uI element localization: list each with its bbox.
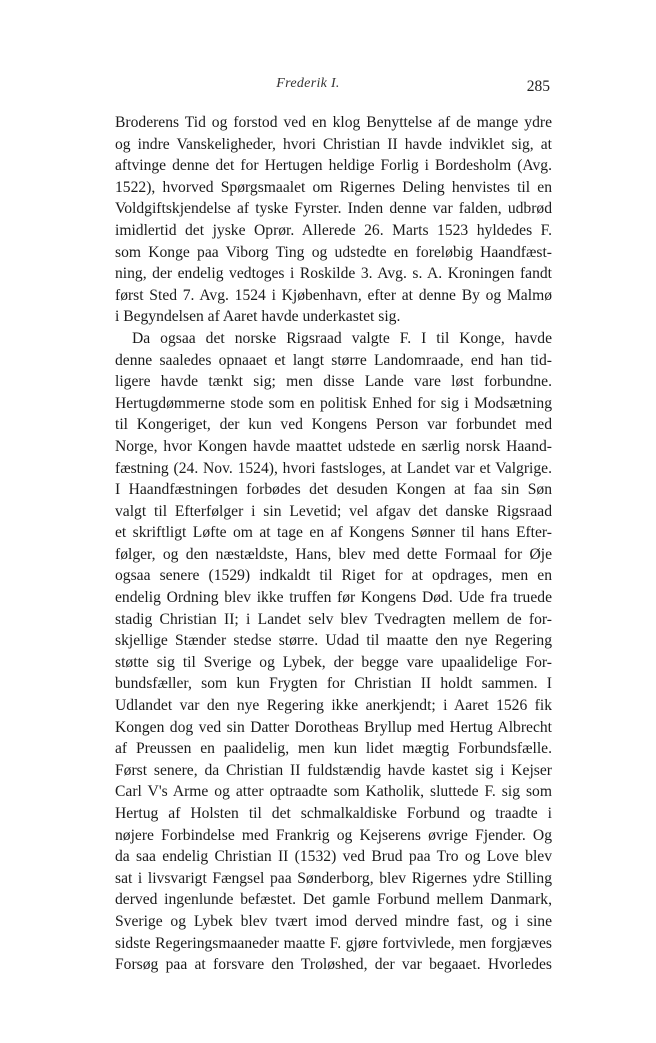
text-line: denne saaledes opnaaet et langt større Landomraade, end han tid-: [115, 351, 552, 369]
text-line: I Haandfæstningen forbødes det desuden Kongen at faa sin Søn: [115, 481, 552, 499]
text-line: Hertugdømmerne stode som en politisk Enhed for sig i Modsætning: [115, 394, 552, 412]
text-line: bundsfæller, som kun Frygten for Christian II holdt sammen. I: [115, 675, 552, 693]
text-line: sidste Regeringsmaaneder maatte F. gjøre fortvivlede, men forgjæves: [115, 934, 552, 952]
text-line: ogsaa senere (1529) indkaldt til Riget for at opdrages, men en: [115, 567, 552, 585]
text-line: Sverige og Lybek blev tvært imod derved mindre fast, og i sine: [115, 912, 552, 930]
text-line: da saa endelig Christian II (1532) ved Brud paa Tro og Love blev: [115, 848, 552, 866]
text-line: af Preussen en paalidelig, men kun lidet mægtig Forbundsfælle.: [115, 740, 552, 758]
running-head: [0, 76, 656, 98]
text-line: stadig Christian II; i Landet selv blev Tvedragten mellem de for-: [115, 610, 552, 628]
text-line: støtte sig til Sverige og Lybek, der begge vare upaalidelige For-: [115, 653, 552, 671]
text-line: Kongen dog ved sin Datter Dorotheas Bryllup med Hertug Albrecht: [115, 718, 552, 736]
text-line: og indre Vanskeligheder, hvori Christian II havde indviklet sig, at: [115, 135, 552, 153]
text-line: Hertug af Holsten til det schmalkaldiske Forbund og traadte i: [115, 805, 552, 822]
text-line: fæstning (24. Nov. 1524), hvori fastsloges, at Landet var et Valgrige.: [115, 459, 552, 477]
text-line: Carl V's Arme og atter optraadte som Katholik, sluttede F. sig som: [115, 783, 552, 801]
text-line: sat i livsvarigt Fængsel paa Sønderborg, blev Rigernes ydre Stilling: [115, 869, 552, 887]
text-line: følger, og den næstældste, Hans, blev med dette Formaal for Øje: [115, 545, 552, 563]
page-number: 285: [526, 78, 550, 95]
running-title: Frederik I.: [276, 76, 340, 91]
text-line: Forsøg paa at forsvare den Troløshed, der var begaaet. Hvorledes: [115, 956, 552, 974]
body-text: [115, 112, 552, 976]
text-line: først Sted 7. Avg. 1524 i Kjøbenhavn, efter at denne By og Malmø: [115, 286, 552, 304]
text-line: i Begyndelsen af Aaret havde underkastet sig.: [115, 308, 401, 326]
text-line: Udlandet var den nye Regering ikke anerkjendt; i Aaret 1526 fik: [115, 697, 552, 715]
text-line: valgt til Efterfølger i sin Levetid; vel afgav det danske Rigsraad: [115, 502, 552, 520]
text-line: aftvinge denne det for Hertugen heldige Forlig i Bordesholm (Avg.: [115, 157, 552, 175]
text-line: ligere havde tænkt sig; men disse Lande vare løst forbundne.: [115, 373, 552, 391]
text-line: 1522), hvorved Spørgsmaalet om Rigernes Deling henvistes til en: [115, 178, 552, 196]
paragraph-2: [115, 328, 552, 976]
text-line: imidlertid det jyske Oprør. Allerede 26. Marts 1523 hyldedes F.: [115, 221, 552, 239]
text-line: Norge, hvor Kongen havde maattet udstede en særlig norsk Haand-: [115, 437, 552, 455]
text-line: nøjere Forbindelse med Frankrig og Kejserens øvrige Fjender. Og: [115, 826, 552, 844]
text-line: endelig Ordning blev ikke truffen før Kongens Død. Ude fra truede: [115, 589, 552, 607]
text-line: et skriftligt Løfte om at tage en af Kongens Sønner til hans Efter-: [115, 524, 552, 542]
text-line: Voldgiftskjendelse af tyske Fyrster. Inden denne var falden, udbrød: [115, 200, 552, 218]
text-line: som Konge paa Viborg Ting og udstedte en foreløbig Haandfæst-: [115, 243, 552, 261]
text-line: til Kongeriget, der kun ved Kongens Person var forbundet med: [115, 416, 552, 434]
text-line: skjellige Stænder stedse større. Udad til maatte den nye Regering: [115, 632, 552, 650]
text-line: derved ingenlunde befæstet. Det gamle Forbund mellem Danmark,: [115, 891, 552, 909]
text-line: Broderens Tid og forstod ved en klog Benyttelse af de mange ydre: [115, 114, 552, 131]
paragraph-1: [115, 112, 552, 328]
text-line: Først senere, da Christian II fuldstændig havde kastet sig i Kejser: [115, 761, 552, 779]
text-line: ning, der endelig vedtoges i Roskilde 3. Avg. s. A. Kroningen fandt: [115, 265, 552, 283]
text-line: Da ogsaa det norske Rigsraad valgte F. I til Konge, havde: [132, 329, 552, 347]
